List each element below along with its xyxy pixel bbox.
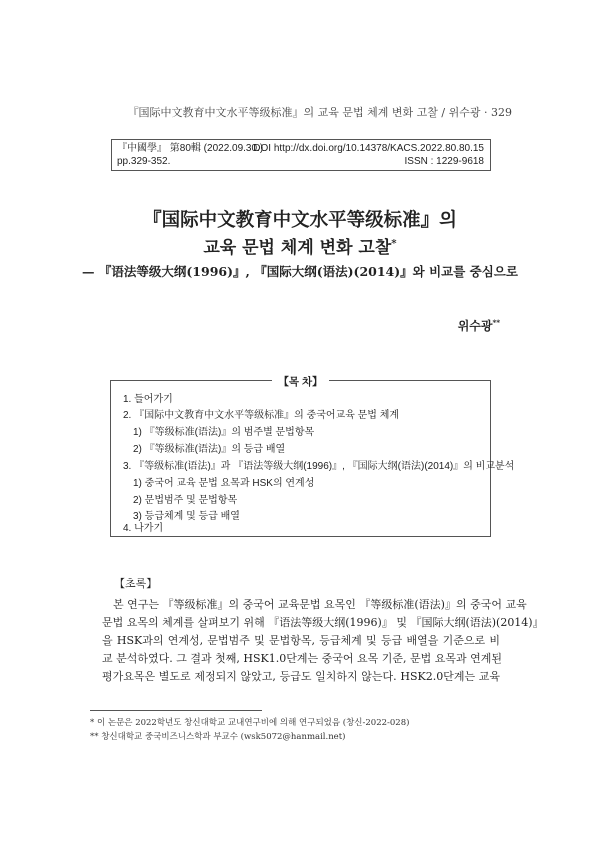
toc-item[interactable]: 2. 『国际中文教育中文水平等级标准』의 중국어교육 문법 체계 <box>123 410 400 421</box>
footnote-divider <box>90 710 262 711</box>
journal-info: 『中國學』 第80輯 (2022.09.30.) <box>117 143 264 154</box>
toc-item[interactable]: 1. 들어가기 <box>123 394 173 405</box>
publication-info-box <box>111 139 491 171</box>
toc-item[interactable]: 3) 등급체계 및 등급 배열 <box>133 511 240 522</box>
toc-heading: 【목 차】 <box>111 374 490 389</box>
author-name: 위수광** <box>457 318 500 333</box>
table-of-contents <box>110 376 515 537</box>
abstract-line: 본 연구는 『等级标准』의 중국어 교육문법 요목인 『等级标准(语法)』의 중국어 교육 <box>113 598 527 611</box>
issn: ISSN : 1229-9618 <box>404 156 484 167</box>
footnote-2: ** 창신대학교 중국비즈니스학과 부교수 (wsk5072@hanmail.net) <box>90 732 346 742</box>
title-footnote-mark[interactable]: * <box>391 237 397 250</box>
abstract-label: 【초록】 <box>114 578 158 590</box>
paper-subtitle: — 『语法等级大纲(1996)』, 『国际大纲(语法)(2014)』와 비교를 중심으로 <box>82 264 518 279</box>
running-header: 『国际中文教育中文水平等级标准』의 교육 문법 체계 변화 고찰 / 위수광 · 329 <box>127 106 512 119</box>
toc-item[interactable]: 3. 『等级标准(语法)』과 『语法等级大纲(1996)』, 『国际大纲(语法)(2014)』의 비교분석 <box>123 461 515 472</box>
toc-item[interactable]: 4. 나가기 <box>123 523 164 534</box>
toc-item[interactable]: 2) 문법범주 및 문법항목 <box>133 495 238 506</box>
abstract-line: 문법 요목의 체계를 살펴보기 위해 『语法等级大纲(1996)』 및 『国际大纲(语法)(2014)』 <box>102 616 544 629</box>
author-footnote-mark[interactable]: ** <box>492 318 500 327</box>
toc-item[interactable]: 1) 『等级标准(语法)』의 범주별 문법항목 <box>133 427 315 438</box>
paper-title-line-2: 교육 문법 체계 변화 고찰* <box>203 237 397 258</box>
toc-item[interactable]: 2) 『等级标准(语法)』의 등급 배열 <box>133 444 286 455</box>
page-range: pp.329-352. <box>117 156 171 167</box>
abstract-line: 을 HSK과의 연계성, 문법범주 및 문법항목, 등급체계 및 등급 배열을 기준으로 비 <box>102 634 500 647</box>
abstract-line: 교 분석하였다. 그 결과 첫째, HSK1.0단계는 중국어 요목 기준, 문법 요목과 연계된 <box>102 652 502 665</box>
abstract-line: 평가요목은 별도로 제정되지 않았고, 등급도 일치하지 않는다. HSK2.0단계는 교육 <box>102 670 500 683</box>
toc-item[interactable]: 1) 중국어 교육 문법 요목과 HSK의 연계성 <box>133 478 315 489</box>
paper-title-line-1: 『国际中文教育中文水平等级标准』의 <box>143 210 457 231</box>
doi-link[interactable]: DOI http://dx.doi.org/10.14378/KACS.2022.80.80.15 <box>253 143 484 154</box>
footnote-1: * 이 논문은 2022학년도 창신대학교 교내연구비에 의해 연구되었음 (창신-2022-028) <box>90 718 410 728</box>
